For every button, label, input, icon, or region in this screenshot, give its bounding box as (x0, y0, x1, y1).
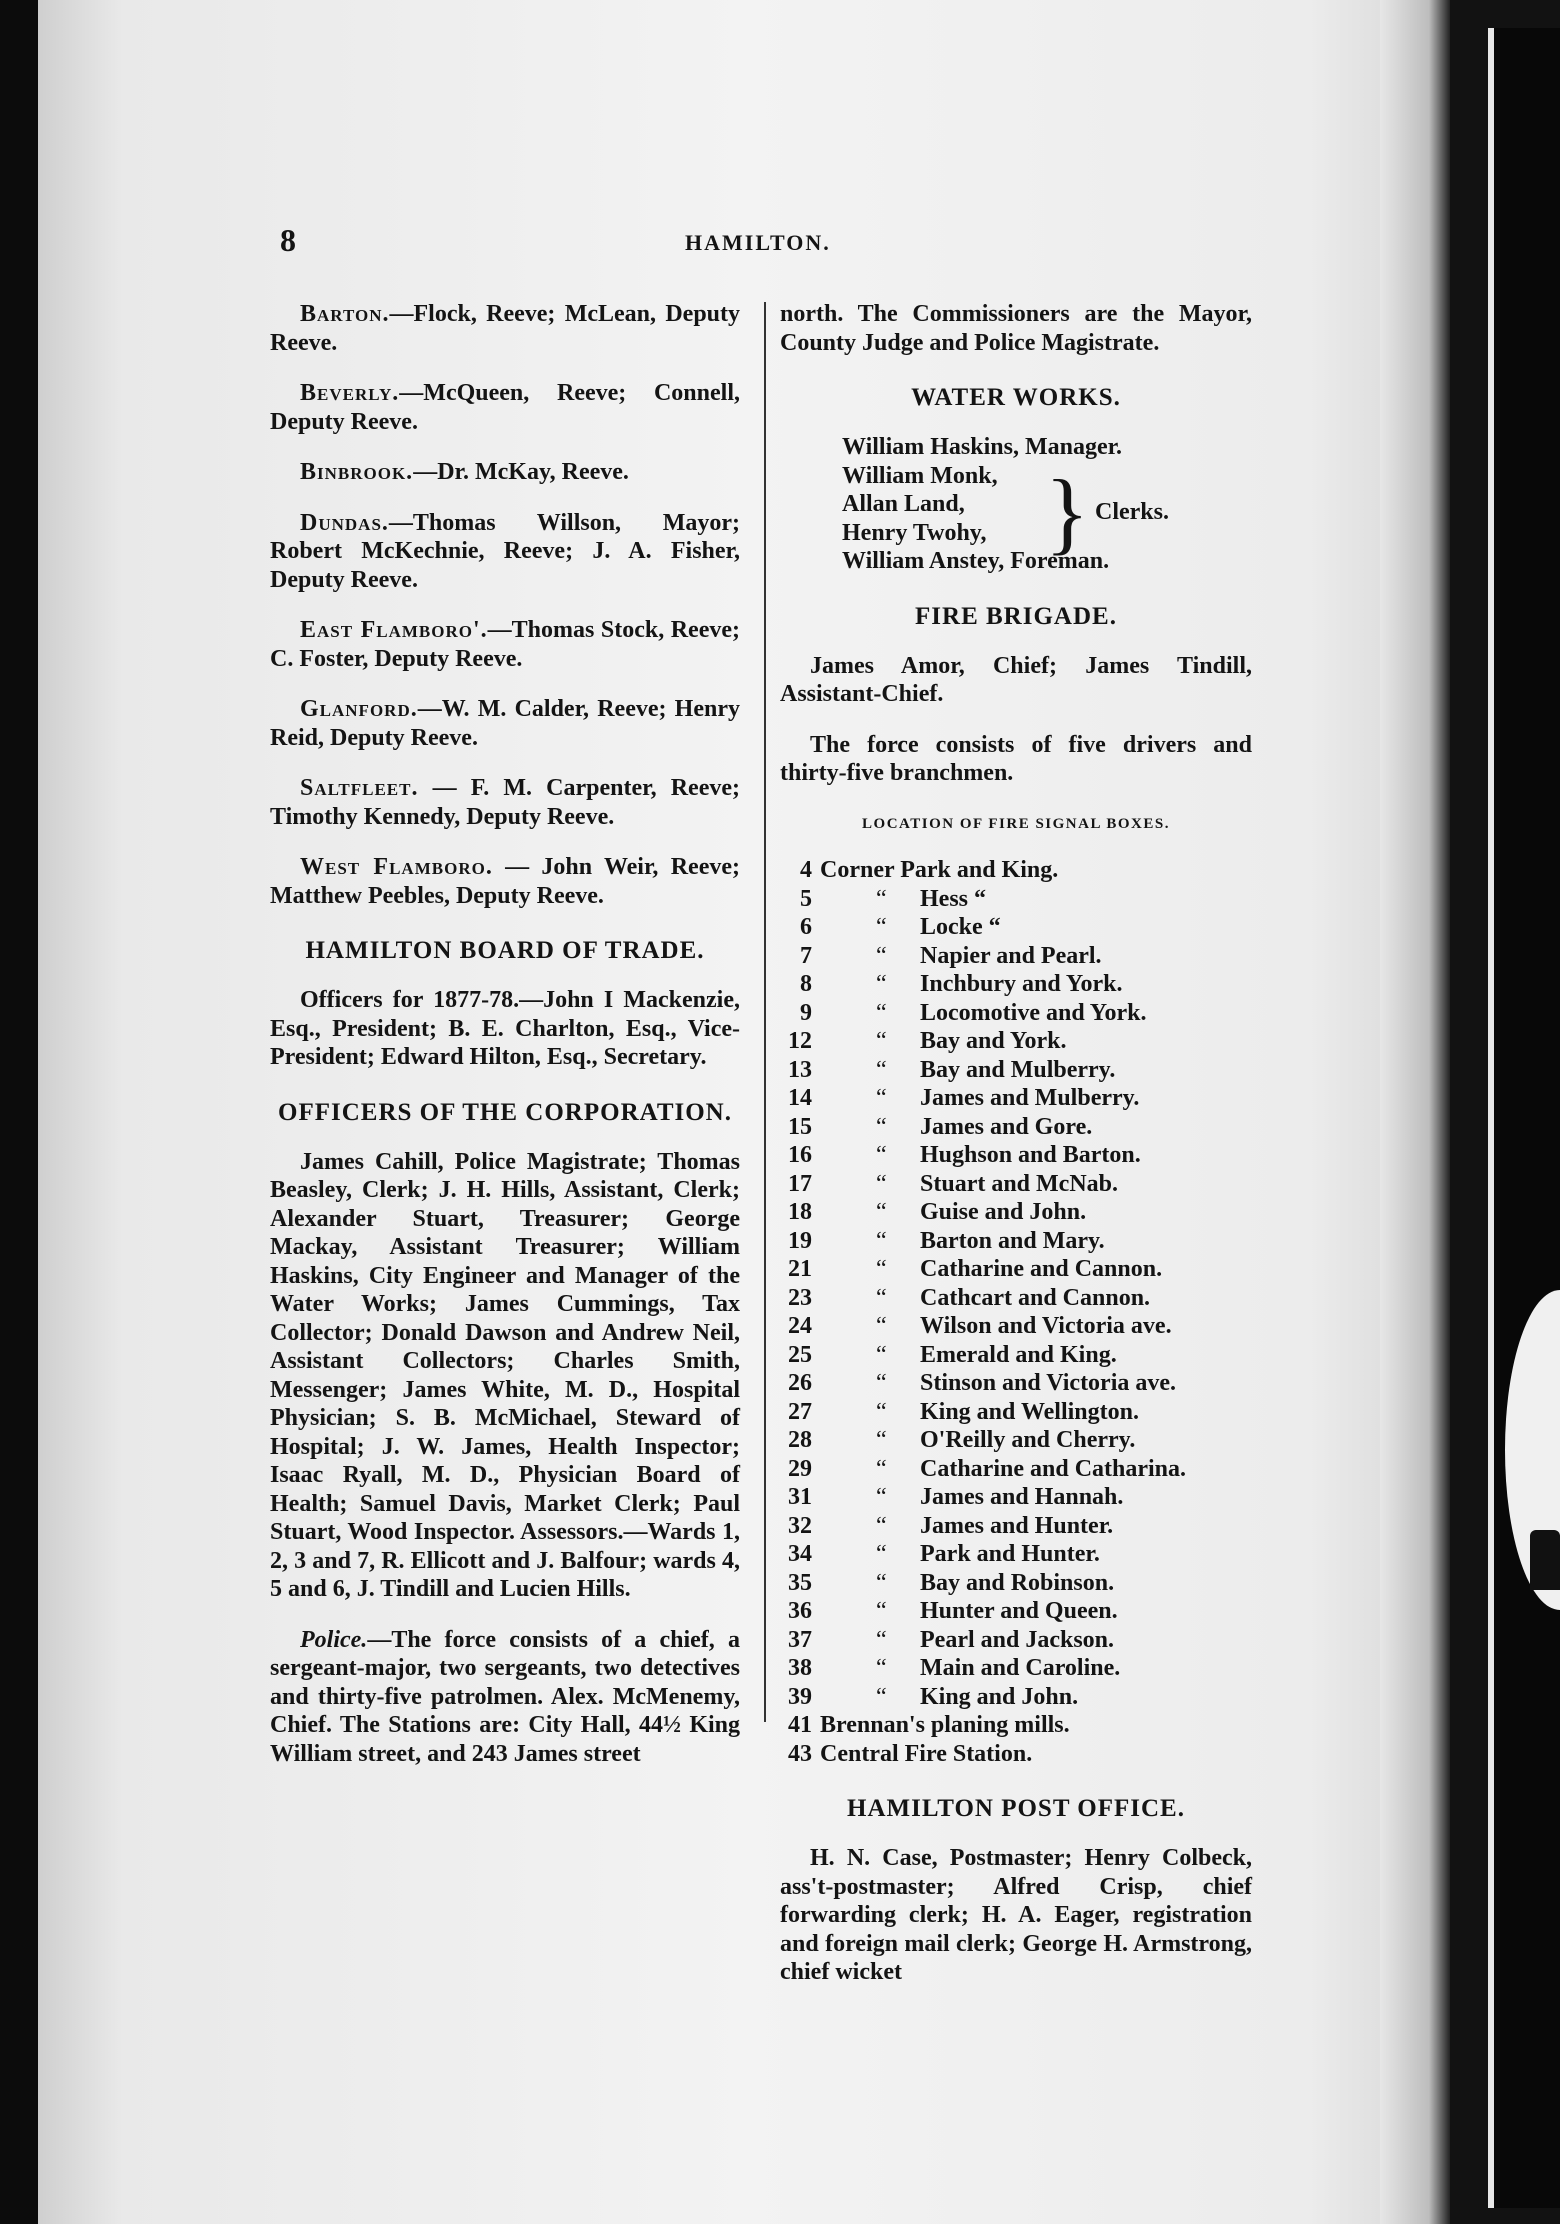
ditto-mark: “ (876, 914, 887, 940)
signal-box-location: Emerald and King. (920, 1341, 1117, 1368)
ditto-mark: “ (876, 1284, 887, 1311)
ditto-mark: “ (876, 885, 887, 912)
page-header (270, 222, 1250, 262)
signal-box-location: Stinson and Victoria ave. (920, 1370, 1177, 1396)
signal-box-row (780, 1141, 1252, 1170)
post-office-text: H. N. Case, Postmaster; Henry Colbeck, ass't-postmaster; Alfred Crisp, chief forwarding clerk; H. A. Eager, registration and foreign mail clerk; George H. Armstrong, chief wicket (780, 1845, 1252, 1985)
left-column (270, 300, 740, 1790)
signal-box-row (780, 1740, 1252, 1769)
signal-box-number: 36 (788, 1598, 812, 1624)
ditto-mark: “ (876, 1028, 887, 1054)
ditto-mark: “ (876, 1170, 887, 1197)
signal-box-location: Locke “ (920, 914, 1001, 940)
signal-box-location: Barton and Mary. (920, 1227, 1105, 1254)
township-officers: —Thomas Willson, Mayor; Robert McKechnie, Reeve; J. A. Fisher, Deputy Reeve. (270, 509, 740, 593)
ditto-mark: “ (876, 1512, 887, 1539)
ditto-mark: “ (876, 1142, 887, 1168)
ditto-mark: “ (876, 1683, 887, 1710)
signal-box-location: Brennan's planing mills. (820, 1712, 1070, 1738)
signal-box-location: Stuart and McNab. (920, 1170, 1119, 1197)
township-officers: —McQueen, Reeve; Connell, Deputy Reeve. (270, 380, 740, 435)
ditto-mark: “ (876, 971, 887, 997)
signal-box-row (780, 1056, 1252, 1085)
township-name: West Flamboro. (300, 854, 493, 880)
township-entry (270, 774, 740, 831)
signal-box-location: Inchbury and York. (920, 971, 1123, 997)
fire-brigade-heading: FIRE BRIGADE. (915, 602, 1117, 630)
signal-box-number: 28 (788, 1427, 812, 1453)
clerks-brace: } (1045, 460, 1090, 563)
scan-border-left (0, 0, 38, 2224)
signal-box-row (780, 1284, 1252, 1313)
signal-box-location: Catharine and Cannon. (920, 1256, 1163, 1282)
ditto-mark: “ (876, 1626, 887, 1653)
signal-box-number: 9 (800, 999, 812, 1026)
signal-box-row (780, 1369, 1252, 1398)
signal-box-number: 18 (788, 1199, 812, 1225)
signal-box-location: Bay and Robinson. (920, 1569, 1115, 1596)
township-officers: —W. M. Calder, Reeve; Henry Reid, Deputy Reeve. (270, 696, 740, 751)
signal-box-row (780, 1597, 1252, 1626)
clerk-name: Henry Twohy, (842, 519, 987, 546)
signal-box-location: Pearl and Jackson. (920, 1626, 1115, 1653)
post-office-heading: HAMILTON POST OFFICE. (847, 1795, 1185, 1822)
ditto-mark: “ (876, 1256, 887, 1282)
ditto-mark: “ (876, 1398, 887, 1425)
ditto-mark: “ (876, 1085, 887, 1111)
township-entry (270, 509, 740, 595)
signal-box-location: James and Hannah. (920, 1484, 1124, 1510)
signal-box-location: King and John. (920, 1683, 1079, 1710)
fire-brigade-chiefs: James Amor, Chief; James Tindill, Assistant-Chief. (780, 652, 1252, 707)
signal-box-number: 39 (788, 1683, 812, 1710)
ditto-mark: “ (876, 1655, 887, 1681)
township-entry (270, 300, 740, 357)
signal-box-row (780, 999, 1252, 1028)
signal-box-number: 6 (800, 914, 812, 940)
signal-box-number: 27 (788, 1398, 812, 1425)
fire-brigade-force: The force consists of five drivers and thirty-five branchmen. (780, 731, 1252, 786)
scanner-frame (1488, 28, 1560, 2208)
ditto-mark: “ (876, 1541, 887, 1567)
signal-box-number: 12 (788, 1028, 812, 1054)
page-number: 8 (280, 222, 296, 258)
signal-box-number: 5 (800, 885, 812, 912)
ditto-mark: “ (876, 1598, 887, 1624)
ditto-mark: “ (876, 1569, 887, 1596)
signal-box-row (780, 1312, 1252, 1341)
signal-box-row (780, 970, 1252, 999)
water-works-manager: William Haskins, Manager. (842, 434, 1123, 460)
signal-box-row (780, 856, 1252, 885)
police-text: —The force consists of a chief, a sergeant-major, two sergeants, two detectives and thirty-five patrolmen. Alex. McMenemy, Chief. The Stations are: City Hall, 44½ King William street, and 243 James street (270, 1626, 740, 1767)
signal-box-row (780, 1426, 1252, 1455)
signal-box-number: 41 (788, 1712, 812, 1738)
ditto-mark: “ (876, 942, 887, 969)
signal-box-location: Corner Park and King. (820, 857, 1059, 883)
signal-box-row (780, 1512, 1252, 1541)
signal-box-row (780, 1227, 1252, 1256)
signal-box-location: Bay and York. (920, 1028, 1067, 1054)
water-works-heading: WATER WORKS. (911, 384, 1121, 411)
ditto-mark: “ (876, 1484, 887, 1510)
township-name: Saltfleet. (300, 775, 419, 801)
signal-box-row (780, 1711, 1252, 1740)
signal-box-row (780, 1626, 1252, 1655)
signal-box-row (780, 1654, 1252, 1683)
signal-box-number: 34 (788, 1541, 812, 1567)
township-entry (270, 853, 740, 910)
signal-box-number: 15 (788, 1113, 812, 1140)
signal-box-location: O'Reilly and Cherry. (920, 1427, 1136, 1453)
township-name: Dundas. (300, 509, 389, 536)
signal-box-number: 37 (788, 1626, 812, 1653)
signal-box-row (780, 1341, 1252, 1370)
township-officers: — F. M. Carpenter, Reeve; Timothy Kennedy, Deputy Reeve. (270, 775, 740, 830)
township-officers: —Thomas Stock, Reeve; C. Foster, Deputy Reeve. (270, 617, 740, 672)
signal-box-number: 24 (788, 1313, 812, 1339)
page-gutter-shadow (1380, 0, 1450, 2224)
signal-box-location: Wilson and Victoria ave. (920, 1313, 1172, 1339)
clerk-name: William Monk, (842, 462, 998, 489)
signal-box-location: Hess “ (920, 885, 986, 912)
ditto-mark: “ (876, 1227, 887, 1254)
signal-box-number: 43 (788, 1740, 812, 1767)
signal-box-number: 7 (800, 942, 812, 969)
signal-box-row (780, 1084, 1252, 1113)
ditto-mark: “ (876, 1341, 887, 1368)
signal-box-location: James and Gore. (920, 1113, 1093, 1140)
board-of-trade-heading: HAMILTON BOARD OF TRADE. (305, 937, 705, 964)
signal-box-row (780, 942, 1252, 971)
clerks-label: Clerks. (1095, 498, 1169, 525)
township-officers: —Flock, Reeve; McLean, Deputy Reeve. (270, 301, 740, 356)
signal-box-row (780, 1683, 1252, 1712)
signal-box-number: 25 (788, 1341, 812, 1368)
police-paragraph (270, 1626, 740, 1769)
ditto-mark: “ (876, 1313, 887, 1339)
signal-box-number: 35 (788, 1569, 812, 1596)
right-column (780, 300, 1252, 2009)
signal-box-number: 31 (788, 1484, 812, 1510)
signal-box-location: Napier and Pearl. (920, 942, 1102, 969)
water-works-staff (780, 433, 1252, 576)
signal-box-location: Hughson and Barton. (920, 1142, 1141, 1168)
board-of-trade-text: Officers for 1877-78.—John I Mackenzie, Esq., President; B. E. Charlton, Esq., Vice-President; Edward Hilton, Esq., Secretary. (270, 987, 740, 1070)
ditto-mark: “ (876, 1056, 887, 1083)
signal-box-location: Catharine and Catharina. (920, 1455, 1187, 1482)
signal-boxes-heading: LOCATION OF FIRE SIGNAL BOXES. (862, 815, 1170, 832)
signal-box-list (780, 856, 1252, 1768)
signal-box-number: 14 (788, 1085, 812, 1111)
township-name: Glanford. (300, 696, 418, 722)
corporation-text: James Cahill, Police Magistrate; Thomas Beasley, Clerk; J. H. Hills, Assistant, Clerk; Alexander Stuart, Treasurer; George Mackay, Assistant Treasurer; William Haskins, City Engineer and Manager of the Water Works; James Cummings, Tax Collector; Donald Dawson and Andrew Neil, Assistant Collectors; Charles Smith, Messenger; James White, M. D., Hospital Physician; S. B. McMichael, Steward of Hospital; J. W. James, Health Inspector; Isaac Ryall, M. D., Physician Board of Health; Samuel Davis, Market Clerk; Paul Stuart, Wood Inspector. Assessors.—Wards 1, 2, 3 and 7, R. Ellicott and J. Balfour; wards 4, 5 and 6, J. Tindill and Lucien Hills. (270, 1148, 740, 1602)
signal-box-row (780, 1198, 1252, 1227)
township-name: Barton. (300, 301, 390, 327)
signal-box-row (780, 1255, 1252, 1284)
township-list (270, 300, 740, 910)
signal-box-location: Park and Hunter. (920, 1541, 1100, 1567)
ditto-mark: “ (876, 1427, 887, 1453)
signal-box-location: Bay and Mulberry. (920, 1056, 1116, 1083)
police-label: Police. (300, 1626, 368, 1653)
township-name: Binbrook. (300, 459, 414, 485)
signal-box-row (780, 885, 1252, 914)
ditto-mark: “ (876, 1199, 887, 1225)
signal-box-number: 17 (788, 1170, 812, 1197)
signal-box-row (780, 1483, 1252, 1512)
signal-box-row (780, 1398, 1252, 1427)
ditto-mark: “ (876, 999, 887, 1026)
signal-box-number: 19 (788, 1227, 812, 1254)
signal-box-location: Cathcart and Cannon. (920, 1284, 1151, 1311)
signal-box-location: King and Wellington. (920, 1398, 1139, 1425)
signal-box-location: Main and Caroline. (920, 1655, 1121, 1681)
ditto-mark: “ (876, 1370, 887, 1396)
signal-box-location: Locomotive and York. (920, 999, 1147, 1026)
signal-box-number: 32 (788, 1512, 812, 1539)
signal-box-number: 38 (788, 1655, 812, 1681)
water-works-foreman: William Anstey, Foreman. (842, 548, 1110, 574)
scanner-knob (1530, 1530, 1560, 1590)
signal-box-location: Central Fire Station. (820, 1740, 1033, 1767)
signal-box-number: 26 (788, 1370, 812, 1396)
signal-box-number: 29 (788, 1455, 812, 1482)
signal-box-row (780, 1113, 1252, 1142)
signal-box-row (780, 913, 1252, 942)
signal-box-location: Guise and John. (920, 1199, 1087, 1225)
signal-box-number: 23 (788, 1284, 812, 1311)
signal-box-location: James and Mulberry. (920, 1085, 1140, 1111)
township-name: East Flamboro'. (300, 617, 488, 643)
running-head: HAMILTON. (685, 230, 831, 255)
signal-box-location: James and Hunter. (920, 1512, 1114, 1539)
column-rule (764, 302, 766, 1722)
township-entry (270, 458, 740, 487)
signal-box-location: Hunter and Queen. (920, 1598, 1118, 1624)
signal-box-row (780, 1569, 1252, 1598)
signal-box-row (780, 1455, 1252, 1484)
ditto-mark: “ (876, 1113, 887, 1140)
signal-box-row (780, 1540, 1252, 1569)
signal-box-number: 13 (788, 1056, 812, 1083)
commissioners-continuation: north. The Commissioners are the Mayor, County Judge and Police Magistrate. (780, 301, 1252, 356)
ditto-mark: “ (876, 1455, 887, 1482)
township-entry (270, 616, 740, 673)
township-officers: —Dr. McKay, Reeve. (413, 459, 629, 485)
township-entry (270, 695, 740, 752)
signal-box-number: 21 (788, 1256, 812, 1282)
signal-box-number: 8 (800, 971, 812, 997)
clerk-name: Allan Land, (842, 491, 965, 517)
township-name: Beverly. (300, 380, 400, 406)
signal-box-row (780, 1170, 1252, 1199)
township-officers: — John Weir, Reeve; Matthew Peebles, Deputy Reeve. (270, 854, 740, 909)
signal-box-row (780, 1027, 1252, 1056)
township-entry (270, 379, 740, 436)
signal-box-number: 16 (788, 1142, 812, 1168)
signal-box-number: 4 (800, 857, 812, 883)
corporation-heading: OFFICERS OF THE CORPORATION. (278, 1098, 732, 1126)
